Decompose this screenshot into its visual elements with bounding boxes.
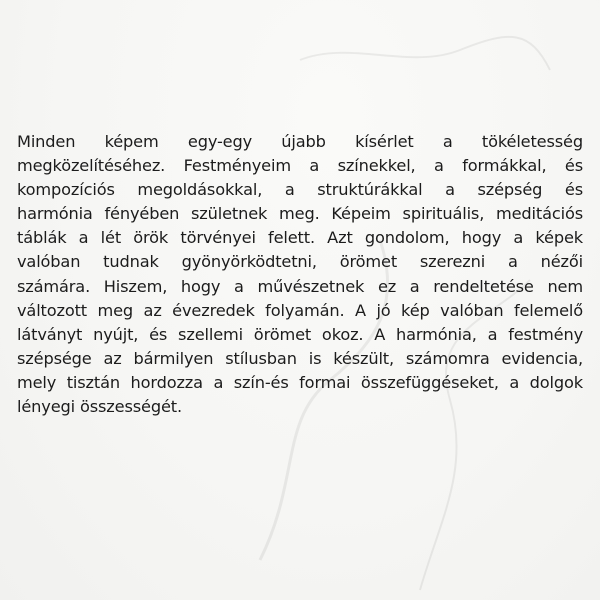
paragraph-line-11: mely tisztán hordozza a szín-és formai összefüggéseket, a dolgok bbox=[17, 372, 583, 392]
paragraph-line-6: valóban tudnak gyönyörködtetni, örömet szerezni a nézői bbox=[17, 252, 583, 272]
paragraph-line-10: szépsége az bármilyen stílusban is készült, számomra evidencia, bbox=[17, 348, 583, 368]
paragraph-line-12: lényegi összességét. bbox=[17, 397, 182, 417]
paragraph-line-5: táblák a lét örök törvényei felett. Azt gondolom, hogy a képek bbox=[17, 228, 583, 248]
paragraph-line-7: számára. Hiszem, hogy a művészetnek ez a rendeltetése nem bbox=[17, 276, 583, 296]
paragraph-line-4: harmónia fényében születnek meg. Képeim spirituális, meditációs bbox=[17, 204, 583, 224]
paragraph bbox=[17, 130, 583, 419]
paragraph-line-2: megközelítéséhez. Festményeim a színekkel, a formákkal, és bbox=[17, 156, 583, 176]
paragraph-line-1: Minden képem egy-egy újabb kísérlet a tökéletesség bbox=[17, 132, 583, 151]
paragraph-line-9: látványt nyújt, és szellemi örömet okoz. A harmónia, a festmény bbox=[17, 324, 583, 344]
paragraph-line-8: változott meg az évezredek folyamán. A jó kép valóban felemelő bbox=[17, 300, 583, 320]
paragraph-line-3: kompozíciós megoldásokkal, a struktúrákkal a szépség és bbox=[17, 180, 583, 200]
